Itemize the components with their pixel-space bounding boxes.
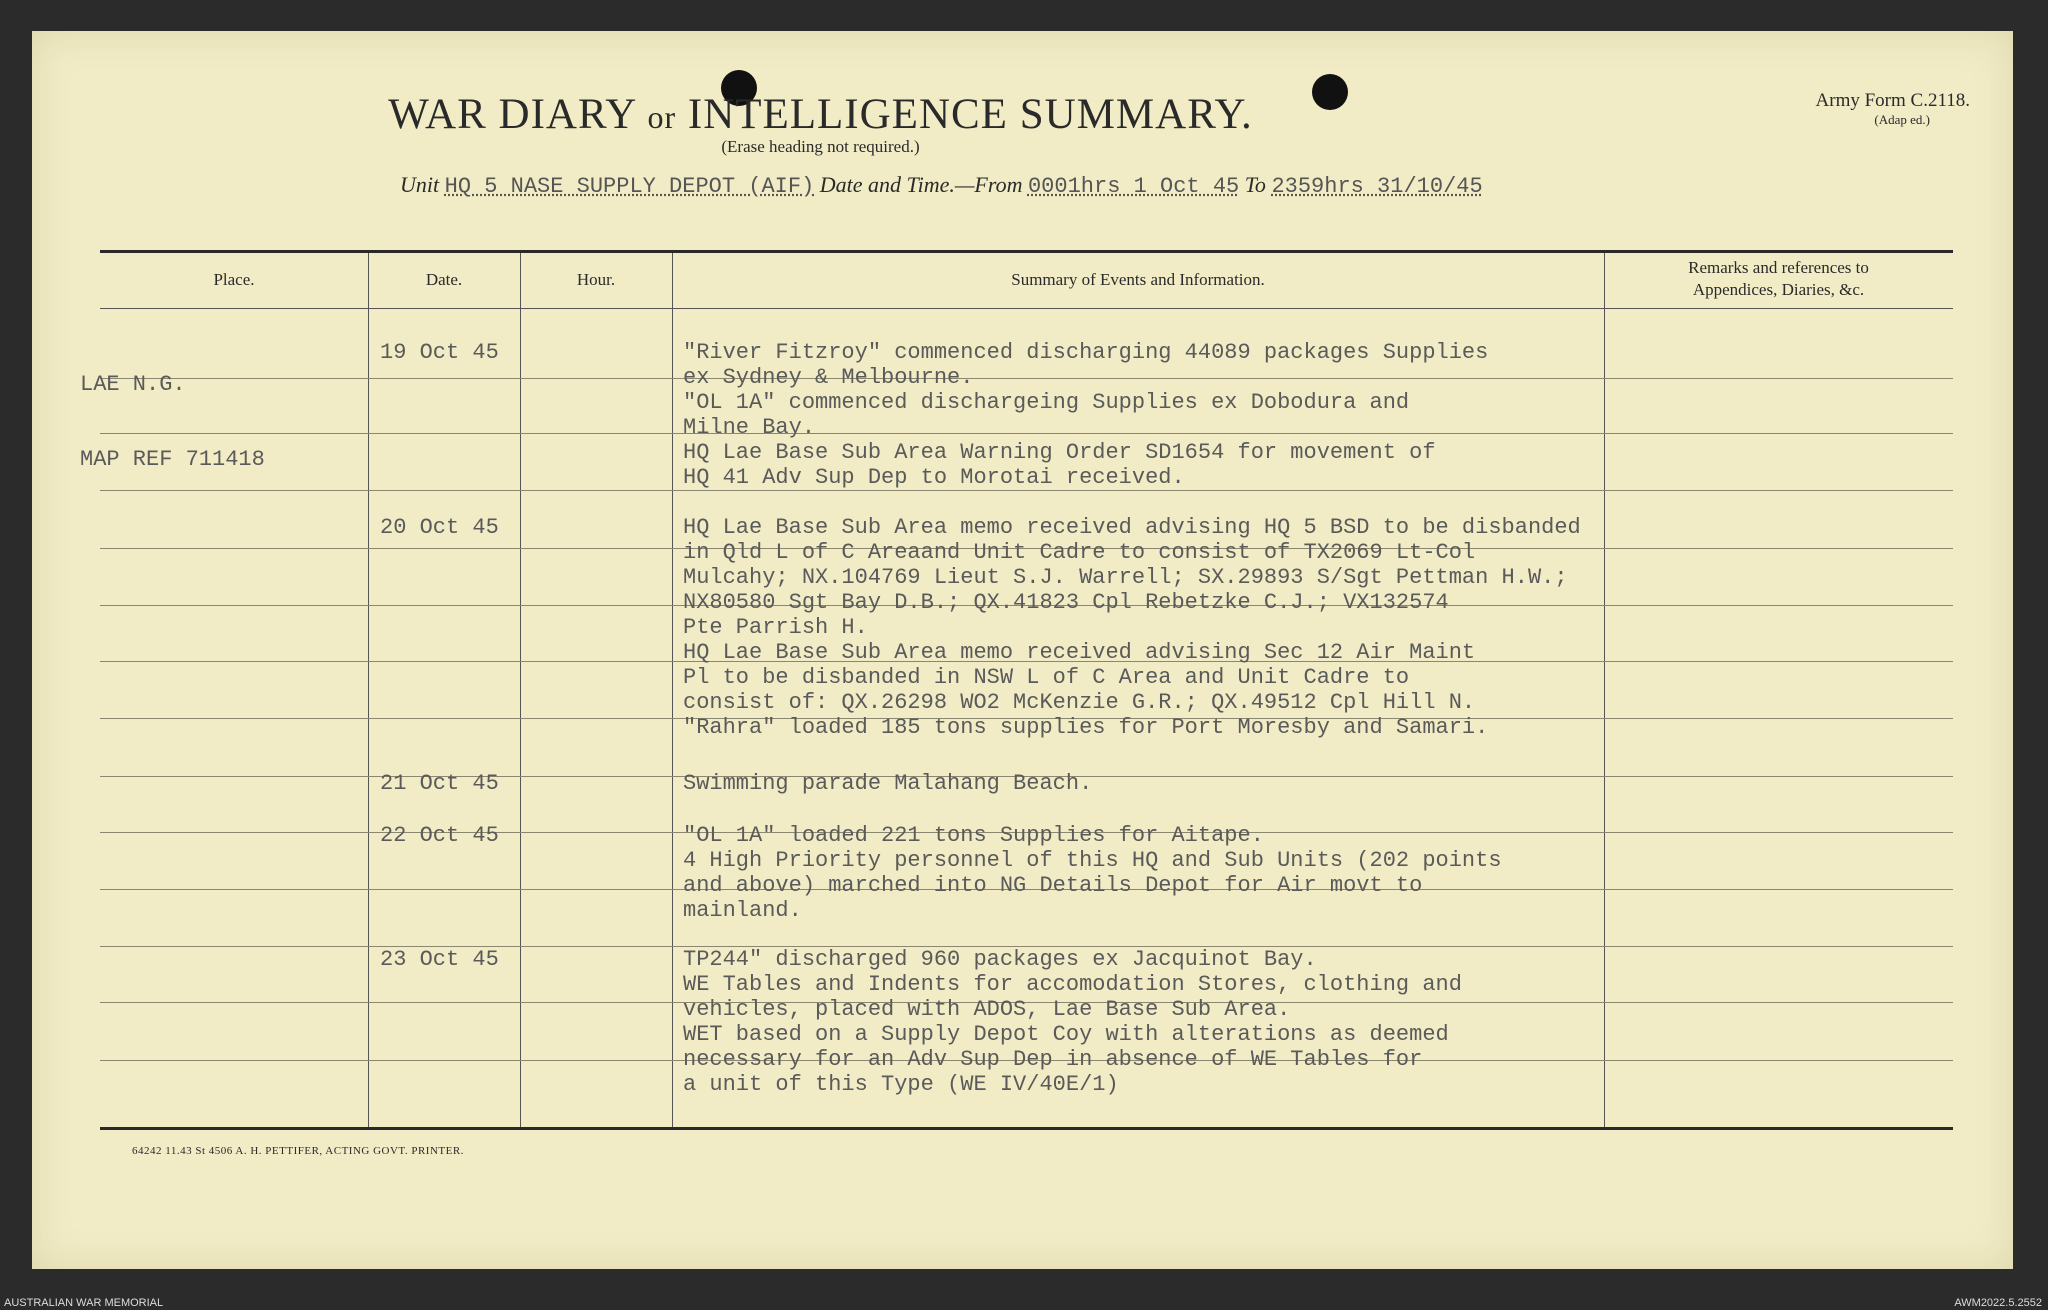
header-remarks-line-2: Appendices, Diaries, &c. xyxy=(1692,280,1865,299)
column-divider-summary xyxy=(1604,253,1605,1127)
form-title xyxy=(0,90,1811,139)
header-hour: Hour. xyxy=(576,270,616,289)
form-adap: (Adap ed.) xyxy=(1874,112,1930,127)
summary-line: a unit of this Type (WE IV/40E/1) xyxy=(683,1072,1119,1097)
header-remarks xyxy=(1604,257,1953,301)
summary-line: WE Tables and Indents for accomodation Stores, clothing and xyxy=(683,972,1462,997)
form-subtitle: (Erase heading not required.) xyxy=(721,137,920,156)
summary-line: 4 High Priority personnel of this HQ and Sub Units (202 points xyxy=(683,848,1502,873)
summary-line: Milne Bay. xyxy=(683,415,816,440)
summary-line: Pl to be disbanded in NSW L of C Area and Unit Cadre to xyxy=(683,665,1410,690)
title-war-diary: WAR DIARY xyxy=(388,91,636,138)
summary-line: HQ Lae Base Sub Area memo received advising HQ 5 BSD to be disbanded xyxy=(683,515,1581,540)
summary-line: Pte Parrish H. xyxy=(683,615,868,640)
summary-line: HQ Lae Base Sub Area Warning Order SD1654 for movement of xyxy=(683,440,1436,465)
entry-date: 23 Oct 45 xyxy=(380,947,499,972)
column-divider-date xyxy=(520,253,521,1127)
header-underline xyxy=(100,308,1953,309)
summary-line: "OL 1A" commenced dischargeing Supplies ex Dobodura and xyxy=(683,390,1410,415)
title-or: or xyxy=(647,99,677,135)
archive-credit: AUSTRALIAN WAR MEMORIAL xyxy=(4,1297,164,1309)
summary-line: ex Sydney & Melbourne. xyxy=(683,365,974,390)
column-divider-place xyxy=(368,253,369,1127)
summary-line: "OL 1A" loaded 221 tons Supplies for Aitape. xyxy=(683,823,1264,848)
form-number-text: Army Form C.2118. xyxy=(1815,90,1970,111)
entry-summary xyxy=(683,515,1581,740)
summary-line: consist of: QX.26298 WO2 McKenzie G.R.; QX.49512 Cpl Hill N. xyxy=(683,690,1476,715)
to-value: 2359hrs 31/10/45 xyxy=(1271,174,1483,199)
summary-line: WET based on a Supply Depot Coy with alterations as deemed xyxy=(683,1022,1449,1047)
to-label: To xyxy=(1244,172,1266,197)
from-value: 0001hrs 1 Oct 45 xyxy=(1027,174,1240,199)
header-remarks-line-1: Remarks and references to xyxy=(1688,258,1869,277)
header-date: Date. xyxy=(425,270,463,289)
summary-line: NX80580 Sgt Bay D.B.; QX.41823 Cpl Rebetzke C.J.; VX132574 xyxy=(683,590,1449,615)
summary-line: HQ Lae Base Sub Area memo received advising Sec 12 Air Maint xyxy=(683,640,1476,665)
summary-line: vehicles, placed with ADOS, Lae Base Sub Area. xyxy=(683,997,1291,1022)
header-place: Place. xyxy=(213,270,255,289)
place-line: LAE N.G. xyxy=(80,372,186,397)
unit-line xyxy=(400,172,1483,199)
entry-date: 19 Oct 45 xyxy=(380,340,499,365)
summary-line: Swimming parade Malahang Beach. xyxy=(683,771,1093,796)
summary-line: HQ 41 Adv Sup Dep to Morotai received. xyxy=(683,465,1185,490)
archive-reference: AWM2022.5.2552 xyxy=(1954,1297,2042,1309)
title-intelligence-summary: INTELLIGENCE SUMMARY. xyxy=(687,91,1253,138)
ruled-line xyxy=(100,490,1953,491)
entry-summary xyxy=(683,771,1092,796)
header-summary: Summary of Events and Information. xyxy=(1011,270,1265,289)
summary-line: in Qld L of C Areaand Unit Cadre to consist of TX2069 Lt-Col xyxy=(683,540,1476,565)
summary-line: and above) marched into NG Details Depot for Air movt to xyxy=(683,873,1423,898)
entry-date: 21 Oct 45 xyxy=(380,771,499,796)
summary-line: "River Fitzroy" commenced discharging 44089 packages Supplies xyxy=(683,340,1489,365)
table-top-rule xyxy=(100,250,1953,253)
entry-summary xyxy=(683,947,1462,1097)
entry-summary xyxy=(683,823,1502,923)
summary-line: mainland. xyxy=(683,898,802,923)
printer-imprint: 64242 11.43 St 4506 A. H. PETTIFER, ACTING GOVT. PRINTER. xyxy=(132,1145,464,1157)
summary-line: necessary for an Adv Sup Dep in absence of WE Tables for xyxy=(683,1047,1423,1072)
place-cell xyxy=(80,322,265,497)
summary-line: TP244" discharged 960 packages ex Jacquinot Bay. xyxy=(683,947,1317,972)
entry-date: 22 Oct 45 xyxy=(380,823,499,848)
summary-line: Mulcahy; NX.104769 Lieut S.J. Warrell; SX.29893 S/Sgt Pettman H.W.; xyxy=(683,565,1568,590)
table-bottom-rule xyxy=(100,1127,1953,1130)
form-number xyxy=(1816,90,1970,128)
unit-label: Unit xyxy=(400,172,440,197)
entry-date: 20 Oct 45 xyxy=(380,515,499,540)
column-divider-hour xyxy=(672,253,673,1127)
summary-line: "Rahra" loaded 185 tons supplies for Port Moresby and Samari. xyxy=(683,715,1489,740)
unit-value: HQ 5 NASE SUPPLY DEPOT (AIF) xyxy=(444,174,815,199)
entry-summary xyxy=(683,340,1488,490)
place-line: MAP REF 711418 xyxy=(80,447,265,472)
date-time-label: Date and Time.—From xyxy=(819,172,1023,197)
